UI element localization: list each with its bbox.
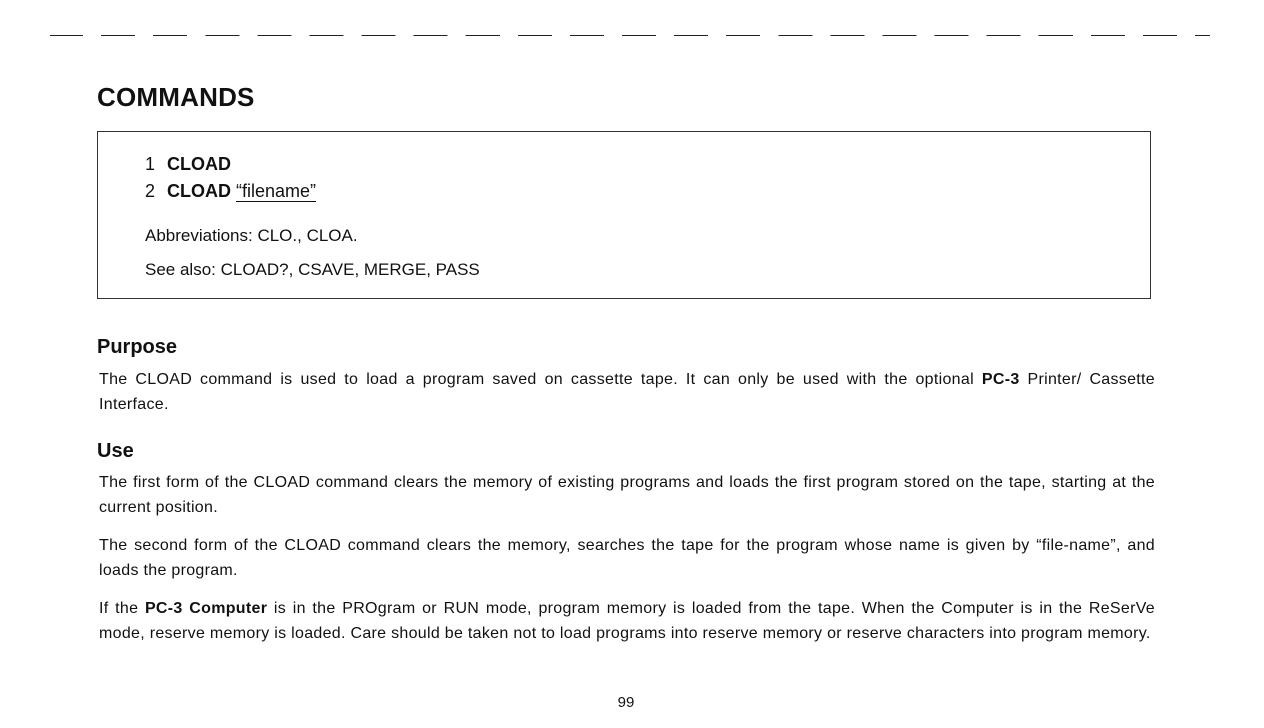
form-number: 1 [145, 154, 156, 174]
page-number: 99 [617, 694, 635, 711]
purpose-text-end: Printer/ Cassette Interface. [99, 371, 1155, 413]
use-paragraph-3 [99, 596, 1155, 646]
see-also-line: See also: CLOAD?, CSAVE, MERGE, PASS [145, 260, 480, 279]
form-number: 2 [145, 181, 156, 201]
use-para3-text-end: is in the PROgram or RUN mode, program memory is loaded from the tape. When the Computer is in the ReSerVe mode, reserve memory is loaded. Care should be taken not to load programs into reserve memory or reserve characters into program memory. [99, 600, 1155, 642]
use-title: Use [97, 440, 134, 462]
use-paragraph-1: The first form of the CLOAD command clears the memory of existing programs and loads the first program stored on the tape, starting at the current position. [99, 474, 1155, 516]
command-syntax-box [97, 131, 1151, 299]
use-paragraph-2: The second form of the CLOAD command clears the memory, searches the tape for the program whose name is given by “file-name”, and loads the program. [99, 537, 1155, 579]
use-para3-bold-text: PC-3 Computer [144, 600, 268, 617]
syntax-form-1 [145, 154, 231, 175]
purpose-text: The CLOAD command is used to load a program saved on cassette tape. It can only be used with the optional [99, 371, 982, 388]
filename-argument: “filename” [236, 181, 317, 201]
command-keyword: CLOAD [167, 181, 231, 201]
top-dashed-rule [50, 35, 1210, 36]
abbreviations-line: Abbreviations: CLO., CLOA. [145, 226, 358, 245]
page-heading: COMMANDS [97, 82, 255, 112]
purpose-title: Purpose [97, 336, 178, 358]
command-keyword: CLOAD [167, 154, 231, 174]
use-para3-text: If the [99, 600, 145, 617]
purpose-bold-text: PC-3 [981, 371, 1020, 388]
syntax-form-2 [145, 181, 316, 202]
purpose-paragraph [99, 367, 1155, 417]
